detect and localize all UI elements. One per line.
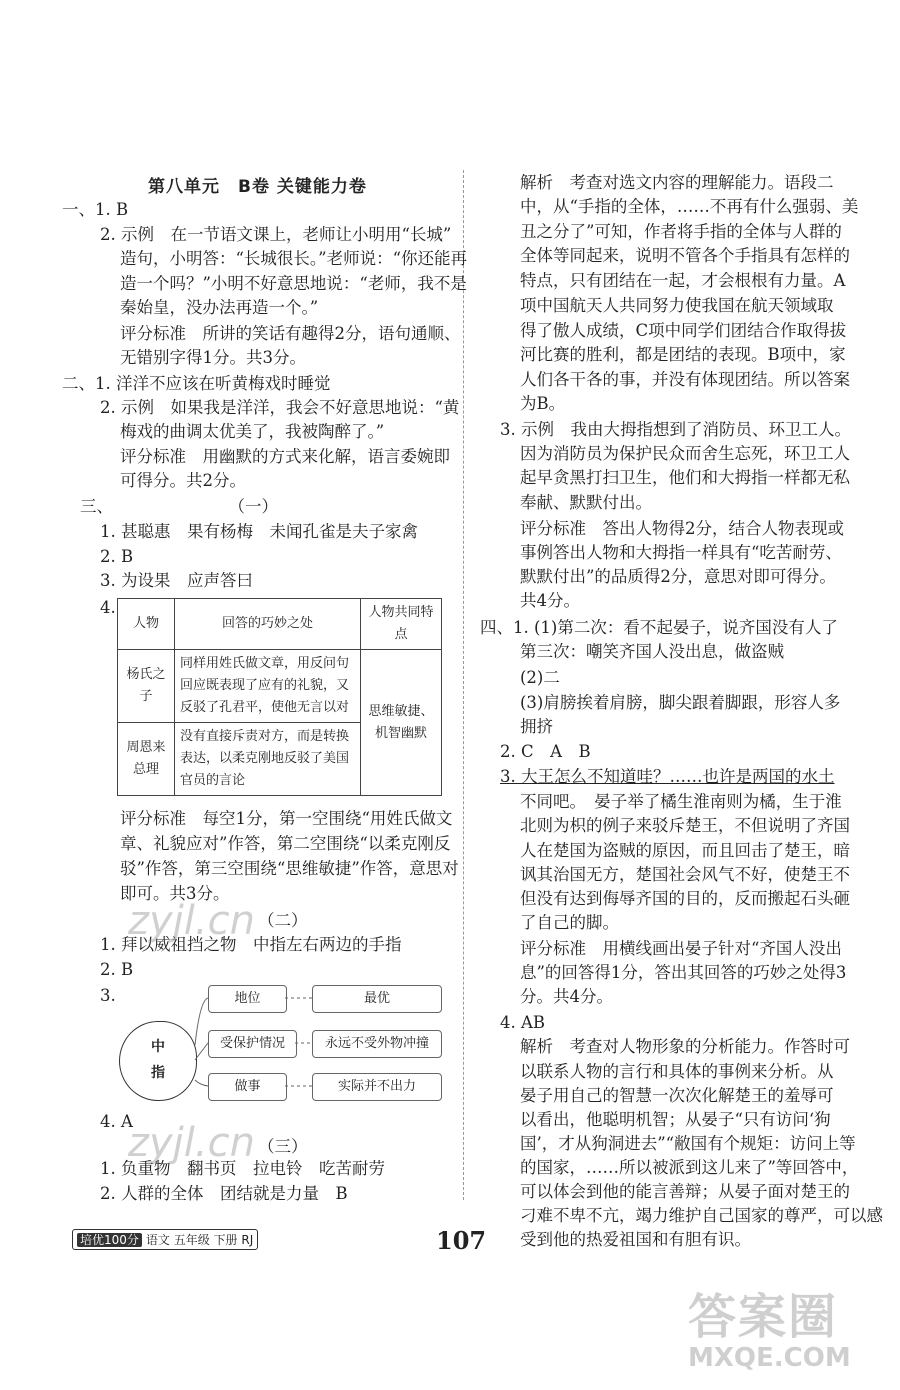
page-number: 107 — [436, 1226, 487, 1255]
answer-line: 奉献、默默付出。 — [520, 493, 652, 512]
table-cell: 杨氏之子 — [118, 650, 175, 723]
answer-line: 无错别字得1分。共3分。 — [120, 348, 306, 367]
answer-line: 1. 负重物 翻书页 拉电铃 吃苦耐劳 — [100, 1159, 385, 1178]
answer-line: 的国家，……所以被派到这儿来了”等回答中， — [520, 1158, 859, 1177]
answer-line: 2. C A B — [500, 742, 591, 761]
answer-line: 全体等同起来，说明不管各个手指具有怎样的 — [520, 246, 850, 265]
answer-line: 1. 拜以威祖挡之物 中指左右两边的手指 — [100, 935, 402, 954]
answer-line: 可得分。共2分。 — [120, 471, 246, 490]
answer-line: 评分标准 用横线画出晏子针对“齐国人没出 — [520, 939, 842, 958]
answer-line: 讽其治国无方，楚国社会风气不好，使楚王不 — [520, 865, 850, 884]
answer-line: 2. 人群的全体 团结就是力量 B — [100, 1184, 348, 1203]
answer-line: 不同吧。 晏子举了橘生淮南则为橘，生于淮 — [520, 792, 842, 811]
answer-line: 梅戏的曲调太优美了，我被陶醉了。” — [120, 422, 385, 441]
watermark: zyjl.cn — [128, 1120, 255, 1166]
answer-line: 事例答出人物和大拇指一样具有“吃苦耐劳、 — [520, 543, 842, 562]
answer-line: 人们各干各的事，并没有体现团结。所以答案 — [520, 370, 850, 389]
page-title: 第八单元 B卷 关键能力卷 — [148, 177, 367, 197]
stamp-text-main: 答案圈 — [688, 1289, 839, 1345]
answer-line: 可以体会到他的能言善辩；从晏子面对楚王的 — [520, 1182, 850, 1201]
answer-line: 3. — [100, 986, 116, 1005]
answer-line: (2)二 — [520, 668, 560, 687]
answer-line: 但没有达到侮辱齐国的目的，反而搬起石头砸 — [520, 889, 850, 908]
answer-line: 秦始皇，没办法再造一个。” — [120, 298, 319, 317]
answer-line: 以联系人物的言行和具体的事例来分析。从 — [520, 1062, 834, 1081]
answer-line: 3. 大王怎么不知道哇？……也许是两国的水土 — [500, 767, 835, 786]
answer-line: 为B。 — [520, 394, 566, 413]
answer-line: 第三次：嘲笑齐国人没出息，做盗贼 — [520, 642, 784, 661]
table-header: 人物共同特点 — [361, 599, 442, 650]
answer-line: 评分标准 用幽默的方式来化解，语言委婉即 — [120, 447, 450, 466]
diagram-left-box: 做事 — [208, 1073, 287, 1101]
answer-line: 二、1. 洋洋不应该在听黄梅戏时睡觉 — [62, 374, 331, 393]
table-cell: 思维敏捷、机智幽默 — [361, 650, 442, 796]
answer-line: 因为消防员为保护民众而舍生忘死，环卫工人 — [520, 444, 850, 463]
answer-line: 中，从“手指的全体，……不再有什么强弱、美 — [520, 197, 859, 216]
answer-line: 特点，只有团结在一起，才会根根有力量。A — [520, 271, 846, 290]
answer-line: (3)肩膀挨着肩膀，脚尖跟着脚跟，形容人多 — [520, 693, 841, 712]
answer-line: 评分标准 每空1分，第一空围绕“用姓氏做文 — [120, 809, 453, 828]
diagram-right-box: 实际并不出力 — [312, 1073, 442, 1101]
answer-line: 2. B — [100, 547, 134, 566]
answer-line: 了自己的脚。 — [520, 913, 619, 932]
answer-line: 河比赛的胜利，都是团结的表现。B项中，家 — [520, 345, 846, 364]
answer-line: 北则为枳的例子来驳斥楚王，不但说明了齐国 — [520, 816, 850, 835]
watermark: zyjl.cn — [128, 898, 255, 944]
answer-line: 4. AB — [500, 1013, 546, 1032]
answer-line: 分。共4分。 — [520, 987, 613, 1006]
answer-line: 2. 示例 如果我是洋洋，我会不好意思地说：“黄 — [100, 398, 460, 417]
answer-line: 4. — [100, 598, 116, 617]
diagram-center-label: 中指 — [151, 1039, 165, 1081]
answer-line: 一、1. B — [62, 200, 129, 219]
answer-line: 起早贪黑打扫卫生，他们和大拇指一样都无私 — [520, 468, 850, 487]
answer-line: 3. 为设果 应声答曰 — [100, 571, 253, 590]
table-header: 回答的巧妙之处 — [175, 599, 361, 650]
answer-line: 得了傲人成绩，C项中同学们团结合作取得拔 — [520, 321, 847, 340]
answer-line: 人在楚国为盗贼的原因，而且回击了楚王，暗 — [520, 841, 850, 860]
answer-line: 拥挤 — [520, 717, 553, 736]
section-heading: （二） — [258, 911, 308, 930]
table-cell: 周恩来总理 — [118, 723, 175, 796]
table-header: 人物 — [118, 599, 175, 650]
section-heading: （三） — [258, 1137, 308, 1156]
footer-book-label — [72, 1229, 258, 1250]
footer-brand: 培优100分 — [77, 1233, 142, 1247]
section-heading: 三、 （一） — [80, 497, 278, 516]
answer-line: 项中国航天人共同努力使我国在航天领域取 — [520, 296, 834, 315]
diagram-right-box: 永远不受外物冲撞 — [312, 1030, 442, 1058]
answer-line: 驳”作答，第三空围绕“思维敏捷”作答，意思对 — [120, 859, 459, 878]
table-cell: 同样用姓氏做文章，用反问句回应既表现了应有的礼貌，又反驳了孔君平，使他无言以对 — [175, 650, 361, 723]
answer-line: 造句，小明答：“长城很长。”老师说：“你还能再 — [120, 249, 468, 268]
answer-line: 受到他的热爱祖国和有胆有识。 — [520, 1230, 751, 1249]
answer-line: 评分标准 答出人物得2分，结合人物表现或 — [520, 519, 844, 538]
answer-line: 3. 示例 我由大拇指想到了消防员、环卫工人。 — [500, 420, 851, 439]
answer-line: 造一个吗？”小明不好意思地说：“老师，我不是 — [120, 274, 467, 293]
diagram-right-box: 最优 — [312, 985, 442, 1013]
answer-line: 刁难不卑不亢，竭力维护自己国家的尊严，可以感 — [520, 1206, 883, 1225]
answer-line: 1. 甚聪惠 果有杨梅 未闻孔雀是夫子家禽 — [100, 522, 418, 541]
answer-line: 评分标准 所讲的笑话有趣得2分，语句通顺、 — [120, 324, 461, 343]
answer-line: 息”的回答得1分，答出其回答的巧妙之处得3 — [520, 963, 847, 982]
diagram-left-box: 受保护情况 — [208, 1030, 297, 1058]
answer-line: 晏子用自己的智慧一次次化解楚王的羞辱可 — [520, 1086, 834, 1105]
table-cell: 没有直接斥责对方，而是转换表达，以柔克刚地反驳了美国官员的言论 — [175, 723, 361, 796]
answer-line: 2. B — [100, 960, 134, 979]
diagram-left-box: 地位 — [208, 985, 287, 1013]
answer-line: 即可。共3分。 — [120, 884, 230, 903]
site-stamp-logo — [688, 1278, 898, 1388]
stamp-text-sub: MXQE.COM — [688, 1343, 851, 1373]
answer-line: 解析 考查对人物形象的分析能力。作答时可 — [520, 1037, 850, 1056]
answer-line: 章、礼貌应对”作答，第二空围绕“以柔克刚反 — [120, 834, 451, 853]
answer-line: 以看出，他聪明机智；从晏子“只有访问‘狗 — [520, 1110, 831, 1129]
answer-line: 2. 示例 在一节语文课上，老师让小明用“长城” — [100, 225, 452, 244]
answer-line: 丑之分了”可知，作者将手指的全体与人群的 — [520, 222, 842, 241]
answer-line: 解析 考查对选文内容的理解能力。语段二 — [520, 173, 834, 192]
answer-line: 国’，才从狗洞进去”“敝国有个规矩：访问上等 — [520, 1134, 856, 1153]
answer-line: 默默付出”的品质得2分，意思对即可得分。 — [520, 567, 836, 586]
answer-line: 四、1. (1)第二次：看不起晏子，说齐国没有人了 — [480, 618, 838, 637]
answer-line: 共4分。 — [520, 591, 580, 610]
answer-line: 4. A — [100, 1112, 133, 1131]
footer-info: 语文 五年级 下册 RJ — [145, 1233, 254, 1247]
